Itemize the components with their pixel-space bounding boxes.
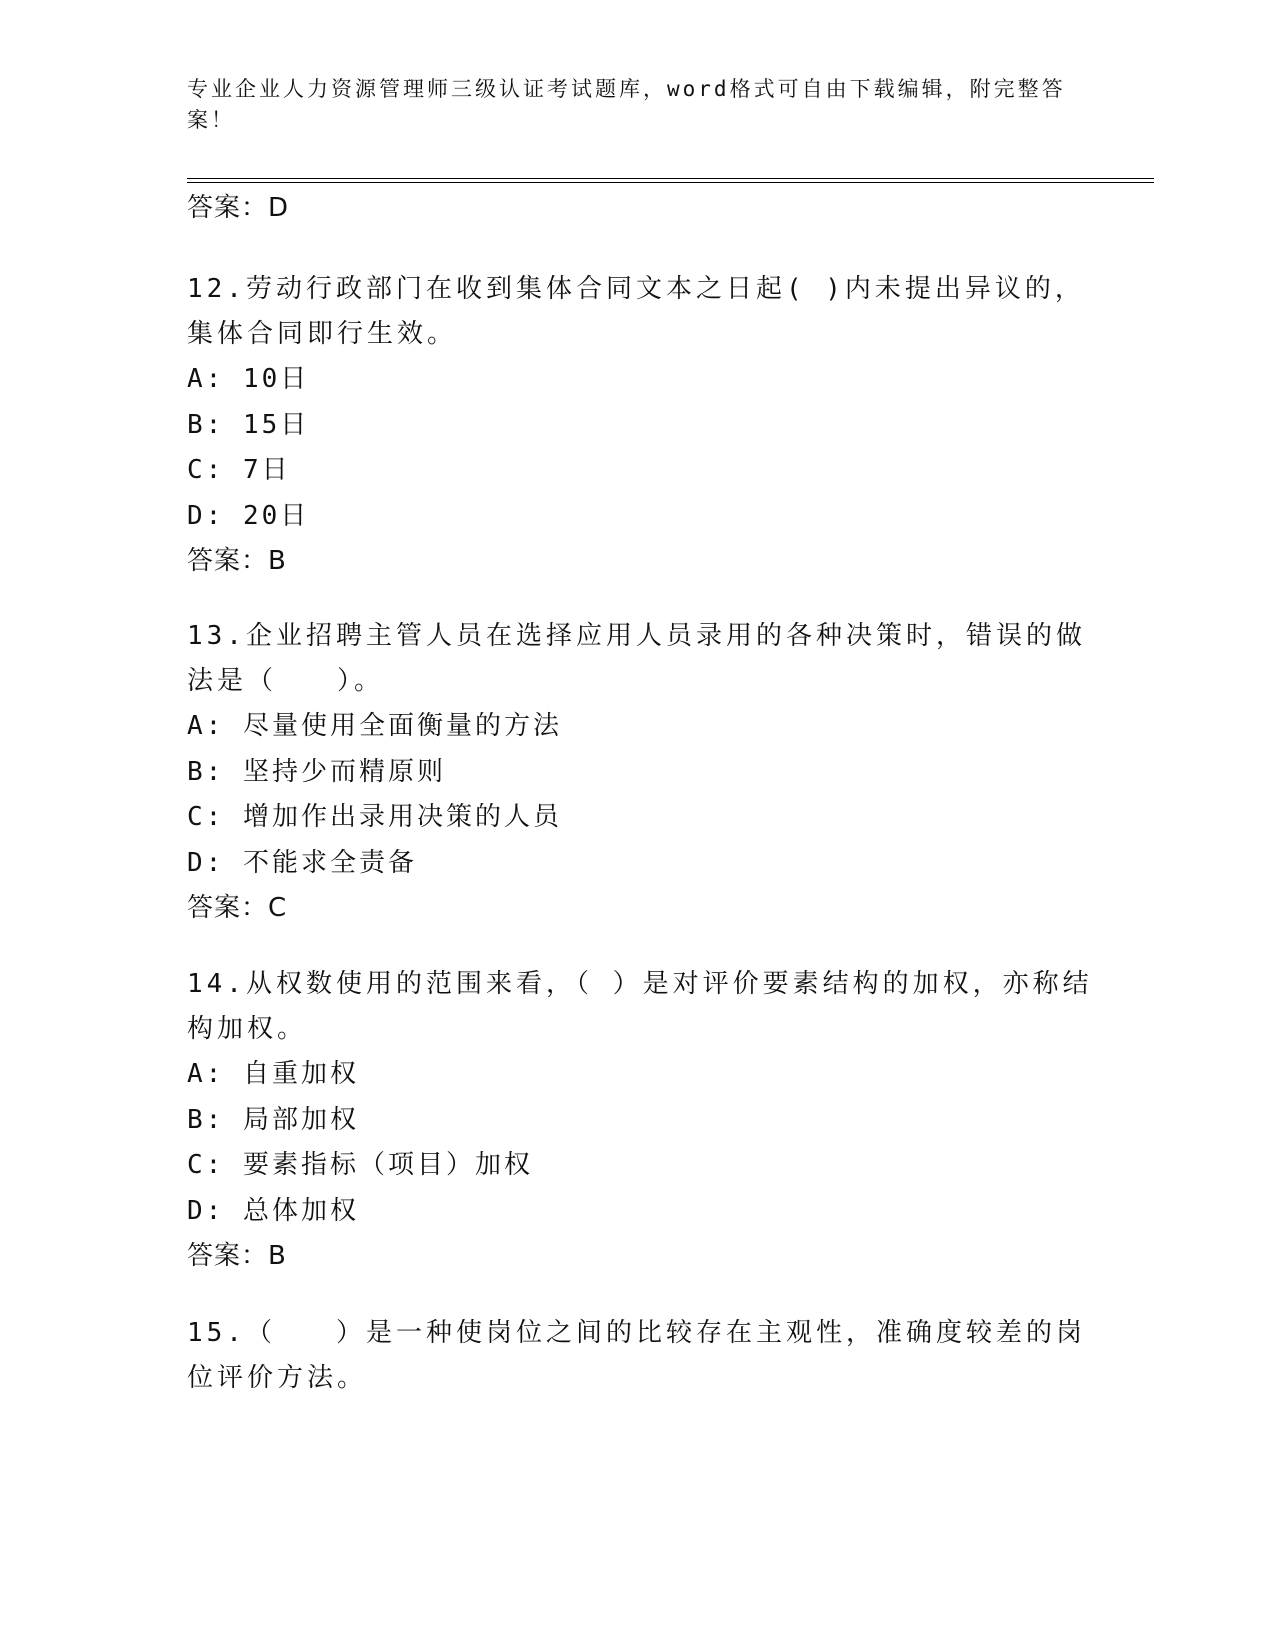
- question-12: [187, 267, 1097, 584]
- question-13: [187, 614, 1097, 931]
- option-b: B: 15日: [187, 409, 310, 440]
- question-text: 12.劳动行政部门在收到集体合同文本之日起( )内未提出异议的，集体合同即行生效。: [187, 274, 1085, 349]
- option-d: D: 20日: [187, 500, 310, 531]
- answer: 答案：B: [187, 546, 287, 576]
- option-a: A: 10日: [187, 364, 310, 394]
- option-b: B: 坚持少而精原则: [187, 756, 446, 787]
- option-d: D: 不能求全责备: [187, 847, 417, 878]
- option-d: D: 总体加权: [187, 1195, 359, 1226]
- question-text: 15.（ ）是一种使岗位之间的比较存在主观性，准确度较差的岗位评价方法。: [187, 1318, 1086, 1393]
- page-header: 专业企业人力资源管理师三级认证考试题库，word格式可自由下载编辑，附完整答案！: [187, 77, 1066, 132]
- option-c: C: 增加作出录用决策的人员: [187, 802, 562, 832]
- option-a: A: 尽量使用全面衡量的方法: [187, 711, 562, 741]
- option-c: C: 要素指标（项目）加权: [187, 1150, 533, 1180]
- option-c: C: 7日: [187, 455, 291, 485]
- previous-answer: 答案：D: [187, 193, 290, 223]
- header-divider: [187, 178, 1154, 183]
- question-14: [187, 962, 1097, 1279]
- question-text: 14.从权数使用的范围来看，（ ）是对评价要素结构的加权，亦称结构加权。: [187, 969, 1093, 1044]
- answer: 答案：B: [187, 1241, 287, 1271]
- option-a: A: 自重加权: [187, 1059, 359, 1089]
- answer: 答案：C: [187, 893, 288, 923]
- option-b: B: 局部加权: [187, 1104, 359, 1135]
- question-text: 13.企业招聘主管人员在选择应用人员录用的各种决策时，错误的做法是（ ）。: [187, 621, 1086, 696]
- question-15: [187, 1311, 1097, 1401]
